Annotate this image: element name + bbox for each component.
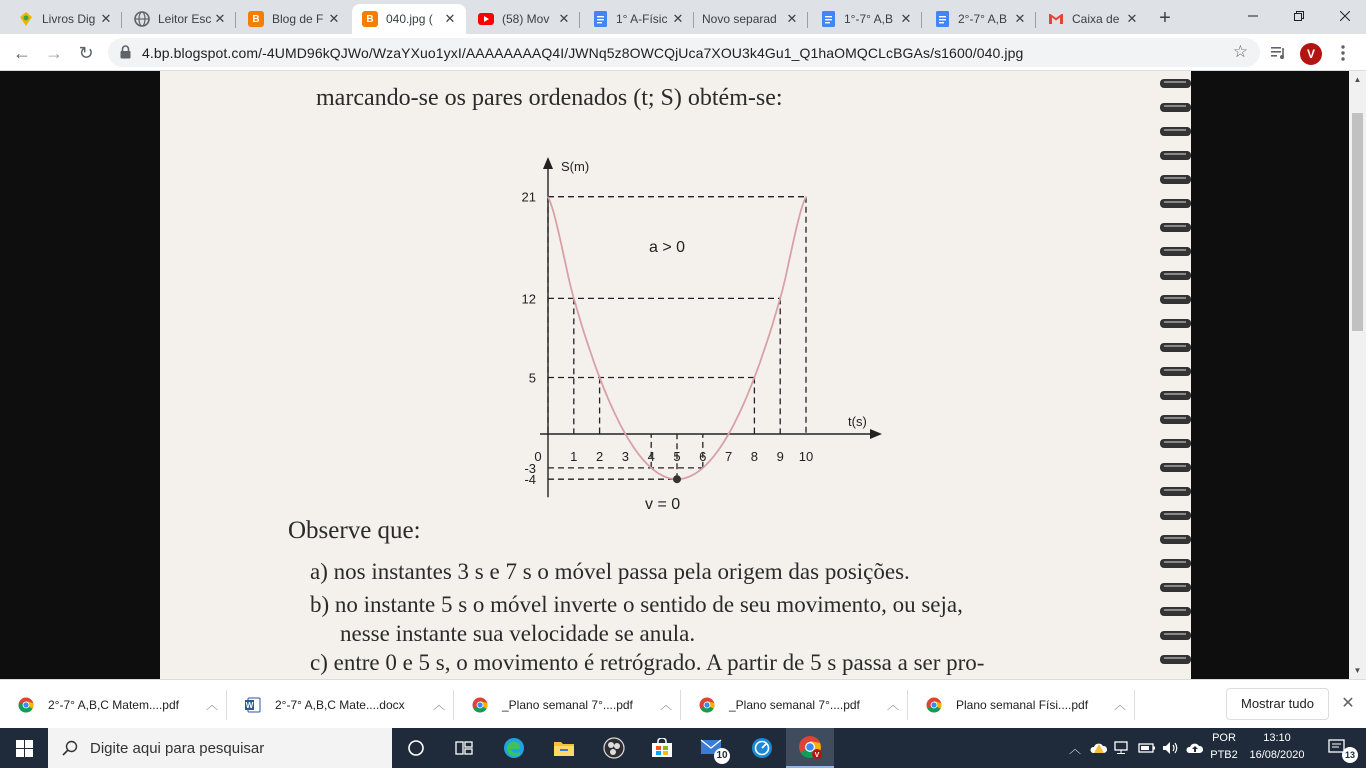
spiral-ring: [1160, 199, 1191, 208]
spiral-ring: [1160, 487, 1191, 496]
mail-badge: 10: [714, 748, 730, 764]
chart-annotation-acceleration: a > 0: [649, 239, 686, 256]
spiral-ring: [1160, 247, 1191, 256]
observation-a: a) nos instantes 3 s e 7 s o móvel passa pela origem das posições.: [310, 559, 910, 584]
mail-taskbar-button[interactable]: [688, 728, 736, 768]
chart-x-ticks: [534, 449, 813, 464]
show-all-downloads-button[interactable]: Mostrar tudo: [1226, 688, 1329, 720]
spiral-ring-highlight: [1164, 393, 1186, 395]
tab-gmail[interactable]: [1038, 4, 1148, 34]
tab-title: 040.jpg (: [386, 12, 433, 26]
close-downloads-bar-icon[interactable]: ✕: [1341, 695, 1355, 712]
x-tick-label: 5: [673, 449, 681, 464]
reload-button[interactable]: [72, 39, 100, 67]
battery-icon: [1138, 742, 1156, 754]
scrollbar-thumb[interactable]: [1352, 113, 1363, 331]
tab-title: Blog de F: [272, 12, 324, 26]
tab-docs-2[interactable]: [924, 4, 1036, 34]
cloud-upload-icon: [1186, 742, 1204, 754]
forward-button[interactable]: [40, 39, 68, 67]
chrome-icon: [472, 697, 488, 713]
close-tab-icon[interactable]: ✕: [558, 11, 570, 26]
task-view-icon: [455, 740, 473, 756]
url-text: 4.bp.blogspot.com/-4UMD96kQJWo/WzaYXuo1yxI/AAAAAAAAQ4I/JWNq5z8OWCQjUca7XOU3k4Gu1_Q1haOMQCLcBGAs/s1600/040.jpg: [142, 45, 1024, 61]
tab-separator: [807, 12, 808, 28]
spiral-ring-highlight: [1164, 297, 1186, 299]
download-item[interactable]: [681, 680, 908, 729]
tab-040-jpg[interactable]: [352, 4, 466, 34]
spiral-ring: [1160, 127, 1191, 136]
speedtest-taskbar-button[interactable]: [738, 728, 786, 768]
scroll-down-arrow-icon[interactable]: ▼: [1353, 666, 1362, 675]
obs-icon: [603, 737, 625, 759]
spiral-ring-highlight: [1164, 225, 1186, 227]
scanned-page-image: [160, 71, 1191, 679]
spiral-ring-highlight: [1164, 465, 1186, 467]
lock-icon: [120, 45, 131, 59]
bookmark-star-icon[interactable]: ☆: [1232, 42, 1248, 61]
spiral-ring: [1160, 271, 1191, 280]
globe-icon: [134, 11, 150, 27]
x-tick-label: 0: [534, 449, 542, 464]
tray-onedrive[interactable]: [1184, 728, 1206, 768]
y-tick-label: 5: [528, 370, 536, 386]
spiral-ring-highlight: [1164, 273, 1186, 275]
taskbar-clock[interactable]: [1244, 730, 1310, 764]
spiral-ring: [1160, 655, 1191, 664]
download-item[interactable]: [454, 680, 681, 729]
chevron-up-icon[interactable]: ︿: [1113, 698, 1126, 712]
cortana-circle-icon: [407, 739, 425, 757]
spiral-ring: [1160, 223, 1191, 232]
obs-taskbar-button[interactable]: [590, 728, 638, 768]
spiral-ring: [1160, 535, 1191, 544]
chart-axes: [540, 157, 882, 497]
spiral-ring-highlight: [1164, 489, 1186, 491]
y-tick-label: 21: [521, 189, 536, 205]
spiral-ring-highlight: [1164, 633, 1186, 635]
tab-separator: [235, 12, 236, 28]
tab-title: Livros Dig: [42, 12, 96, 26]
spiral-ring-highlight: [1164, 441, 1186, 443]
x-tick-label: 7: [724, 449, 733, 464]
spiral-ring: [1160, 463, 1191, 472]
minimize-button[interactable]: [1230, 0, 1276, 32]
tab-fisica[interactable]: [582, 4, 694, 34]
spiral-ring-highlight: [1164, 657, 1186, 659]
x-tick-label: 9: [776, 449, 784, 464]
profile-avatar[interactable]: V: [1300, 43, 1322, 65]
blogger-icon: B: [248, 11, 264, 27]
folder-icon: [553, 739, 575, 757]
kebab-menu-icon: [1341, 45, 1345, 61]
address-bar[interactable]: [108, 38, 1260, 67]
spiral-ring: [1160, 583, 1191, 592]
tray-network[interactable]: [1112, 728, 1134, 768]
spiral-ring-highlight: [1164, 321, 1186, 323]
close-icon: [1340, 11, 1350, 21]
new-tab-button[interactable]: +: [1159, 7, 1171, 29]
svg-text:V: V: [814, 752, 820, 759]
spiral-ring-highlight: [1164, 609, 1186, 611]
x-tick-label: 4: [647, 449, 655, 464]
chart-y-ticks: [522, 190, 536, 488]
download-filename: Plano semanal Físi....pdf: [956, 697, 1089, 712]
chevron-up-icon[interactable]: ︿: [886, 698, 899, 712]
edge-taskbar-button[interactable]: [490, 728, 538, 768]
spiral-ring-highlight: [1164, 513, 1186, 515]
back-button[interactable]: [8, 39, 36, 67]
tab-separator: [921, 12, 922, 28]
chart-y-axis-label: S(m): [561, 159, 590, 174]
gmail-icon: [1048, 11, 1064, 27]
close-window-button[interactable]: [1322, 0, 1366, 32]
y-tick-label: -3: [524, 460, 536, 476]
close-tab-icon[interactable]: ✕: [900, 11, 912, 26]
spiral-ring-highlight: [1164, 345, 1186, 347]
spiral-ring: [1160, 79, 1191, 88]
network-icon: [1114, 741, 1132, 755]
chrome-icon: [798, 735, 822, 759]
svg-text:W: W: [245, 700, 254, 710]
vertical-scrollbar[interactable]: [1349, 71, 1366, 679]
download-filename: _Plano semanal 7°....pdf: [502, 697, 633, 712]
search-placeholder: Digite aqui para pesquisar: [90, 739, 265, 757]
close-tab-icon[interactable]: ✕: [786, 11, 798, 26]
clock-time: 13:10: [1263, 732, 1291, 744]
tab-livros[interactable]: [8, 4, 122, 34]
chevron-up-icon[interactable]: ︿: [659, 698, 672, 712]
tray-volume[interactable]: [1160, 728, 1182, 768]
notebook-spiral-binding: [1156, 71, 1191, 679]
taskbar-search-box[interactable]: [48, 728, 392, 768]
x-tick-label: 1: [570, 449, 578, 464]
spiral-ring-highlight: [1164, 105, 1186, 107]
close-tab-icon[interactable]: ✕: [328, 11, 340, 26]
spiral-ring: [1160, 343, 1191, 352]
tab-youtube[interactable]: [468, 4, 580, 34]
spiral-ring: [1160, 319, 1191, 328]
chrome-icon: [18, 697, 34, 713]
tab-title: 2°-7° A,B: [958, 12, 1007, 26]
tab-title: (58) Mov: [502, 12, 550, 26]
close-tab-icon[interactable]: ✕: [1014, 11, 1026, 26]
spiral-ring: [1160, 631, 1191, 640]
blogger-icon: B: [362, 11, 378, 27]
tab-title: Caixa de: [1072, 12, 1120, 26]
youtube-icon: [478, 11, 494, 27]
back-arrow-icon: ←: [13, 43, 31, 63]
observation-b-continued: nesse instante sua velocidade se anula.: [340, 621, 696, 646]
spiral-ring: [1160, 439, 1191, 448]
forward-arrow-icon: →: [45, 43, 63, 63]
tab-strip: [0, 0, 1366, 34]
position-time-chart: [500, 151, 900, 511]
spiral-ring-highlight: [1164, 153, 1186, 155]
spiral-ring: [1160, 367, 1191, 376]
restore-icon: [1294, 11, 1304, 21]
tab-title: 1°-7° A,B: [844, 12, 893, 26]
start-button[interactable]: [0, 728, 48, 768]
chrome-taskbar-button[interactable]: [786, 728, 834, 768]
spiral-ring-highlight: [1164, 585, 1186, 587]
spiral-ring: [1160, 151, 1191, 160]
x-tick-label: 2: [595, 449, 604, 464]
download-item[interactable]: [227, 680, 454, 729]
close-tab-icon[interactable]: ✕: [444, 11, 456, 26]
spiral-ring-highlight: [1164, 81, 1186, 83]
input-language-indicator[interactable]: [1206, 730, 1242, 764]
gauge-icon: [751, 737, 773, 759]
x-tick-label: 10: [798, 449, 814, 464]
chevron-up-icon[interactable]: ︿: [205, 698, 218, 712]
spiral-ring: [1160, 175, 1191, 184]
spiral-ring-highlight: [1164, 177, 1186, 179]
cortana-button[interactable]: [392, 728, 440, 768]
chrome-icon: [699, 697, 715, 713]
observation-b: b) no instante 5 s o móvel inverte o sentido de seu movimento, ou seja,: [310, 592, 963, 617]
y-tick-label: 12: [521, 291, 536, 307]
chart-annotation-velocity: v = 0: [645, 496, 681, 511]
x-axis-arrow: [870, 429, 882, 439]
spiral-ring-highlight: [1164, 369, 1186, 371]
cloud-warning-icon: [1090, 741, 1108, 755]
edge-icon: [503, 737, 525, 759]
speaker-icon: [1162, 741, 1180, 755]
tab-title: 1° A-Físic: [616, 12, 668, 26]
spiral-ring: [1160, 295, 1191, 304]
tab-title: Novo separad: [702, 12, 777, 26]
observe-heading: Observe que:: [288, 517, 421, 544]
tab-novo-separador[interactable]: [696, 4, 808, 34]
reload-icon: ↻: [78, 43, 94, 63]
clock-date: 16/08/2020: [1249, 749, 1305, 761]
docs-icon: [592, 11, 608, 27]
store-bag-icon: [651, 738, 673, 758]
media-control-button[interactable]: [1266, 40, 1292, 66]
close-tab-icon[interactable]: ✕: [100, 11, 112, 26]
language-code: POR: [1212, 732, 1236, 744]
close-tab-icon[interactable]: ✕: [672, 11, 684, 26]
download-item[interactable]: [0, 680, 227, 729]
downloads-bar: [0, 679, 1366, 728]
spiral-ring-highlight: [1164, 417, 1186, 419]
show-hidden-icons-button[interactable]: [1066, 728, 1084, 768]
windows-taskbar: [0, 728, 1366, 768]
search-icon: [62, 740, 78, 756]
spiral-ring-highlight: [1164, 249, 1186, 251]
download-filename: 2°-7° A,B,C Mate....docx: [275, 697, 405, 712]
windows-logo-icon: [16, 740, 33, 757]
intro-text: marcando-se os pares ordenados (t; S) obtém-se:: [316, 85, 783, 111]
observation-c: c) entre 0 e 5 s, o movimento é retrógrado. A partir de 5 s passa a ser pro-: [310, 650, 985, 675]
spiral-ring: [1160, 511, 1191, 520]
notification-count-badge: 13: [1342, 747, 1358, 763]
x-tick-label: 6: [699, 449, 707, 464]
tab-separator: [121, 12, 122, 28]
download-item[interactable]: [908, 680, 1135, 729]
download-filename: 2°-7° A,B,C Matem....pdf: [48, 697, 179, 712]
download-filename: _Plano semanal 7°....pdf: [729, 697, 860, 712]
minimize-icon: [1248, 11, 1258, 21]
spiral-ring: [1160, 391, 1191, 400]
tab-separator: [1035, 12, 1036, 28]
spiral-ring-highlight: [1164, 537, 1186, 539]
word-icon: [245, 697, 261, 713]
store-taskbar-button[interactable]: [638, 728, 686, 768]
playlist-icon: [1271, 46, 1287, 60]
browser-toolbar: [0, 34, 1366, 71]
spiral-ring: [1160, 415, 1191, 424]
docs-icon: [934, 11, 950, 27]
file-explorer-button[interactable]: [540, 728, 588, 768]
x-tick-label: 8: [750, 449, 759, 464]
close-tab-icon[interactable]: ✕: [1126, 11, 1138, 26]
tab-separator: [693, 12, 694, 28]
chart-x-axis-label: t(s): [848, 414, 867, 429]
tab-blog[interactable]: [238, 4, 350, 34]
tray-battery[interactable]: [1136, 728, 1158, 768]
y-axis-arrow: [543, 157, 553, 169]
restore-button[interactable]: [1276, 0, 1322, 32]
chrome-icon: [926, 697, 942, 713]
close-tab-icon[interactable]: ✕: [214, 11, 226, 26]
spiral-ring-highlight: [1164, 201, 1186, 203]
tab-leitor[interactable]: [124, 4, 236, 34]
x-tick-label: 3: [621, 449, 630, 464]
download-separator: [1134, 690, 1135, 720]
chevron-up-icon[interactable]: ︿: [432, 698, 445, 712]
tab-docs-1[interactable]: [810, 4, 922, 34]
menu-button[interactable]: [1330, 40, 1356, 66]
chevron-up-icon: ︿: [1068, 741, 1081, 756]
tab-separator: [579, 12, 580, 28]
task-view-button[interactable]: [440, 728, 488, 768]
spiral-ring: [1160, 559, 1191, 568]
livros-icon: [18, 11, 34, 27]
tray-weather-alert[interactable]: [1088, 728, 1110, 768]
page-viewport: [0, 71, 1366, 679]
spiral-ring: [1160, 607, 1191, 616]
y-tick-label: -4: [524, 472, 536, 488]
docs-icon: [820, 11, 836, 27]
spiral-ring: [1160, 103, 1191, 112]
action-center-button[interactable]: [1318, 728, 1358, 768]
scroll-up-arrow-icon[interactable]: ▲: [1353, 75, 1362, 84]
tab-title: Leitor Esc: [158, 12, 212, 26]
keyboard-layout-code: PTB2: [1210, 749, 1238, 761]
spiral-ring-highlight: [1164, 561, 1186, 563]
spiral-ring-highlight: [1164, 129, 1186, 131]
